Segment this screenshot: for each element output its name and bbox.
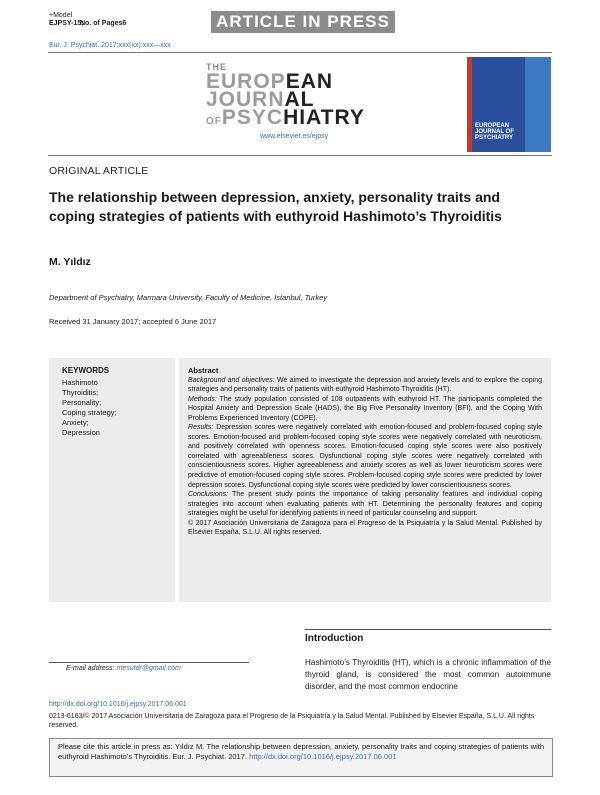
keyword-item: Thyroiditis;	[62, 388, 99, 397]
abstract-heading: Abstract	[188, 366, 219, 375]
abstract-text: The present study points the importance of taking personality features and individual coping strategies into account when evaluating patients with HT. Determining the personality features and coping strategies might be useful for identifying patients in need of particular counseling and support.	[188, 491, 542, 518]
abstract-text: We aimed to investigate the depression and anxiety levels and to explore the coping strategies and personality traits of patients with euthyroid Hashimoto Thyroiditis (HT).	[188, 376, 542, 394]
abstract-label: Background and objectives:	[188, 376, 275, 384]
abstract-label: Methods:	[188, 395, 217, 403]
article-in-press-banner: ARTICLE IN PRESS	[211, 11, 395, 33]
logo-text: AL	[284, 88, 315, 111]
keywords-list	[62, 378, 117, 438]
logo-line-3	[206, 108, 365, 132]
introduction-heading: Introduction	[305, 633, 364, 644]
keyword-item: Anxiety;	[62, 418, 89, 427]
email-footnote	[66, 665, 181, 672]
abstract-body	[188, 366, 542, 538]
footer-copyright: 0213-6163/© 2017 Asociación Universitaria de Zaragoza para el Progreso de la Psiquiatría y la Salud Mental. Published by Elsevier España, S.L.U. All rights reserved.	[49, 713, 535, 729]
model-tag: +Model	[49, 12, 73, 19]
abstract-background	[188, 376, 542, 395]
header-divider	[48, 52, 552, 53]
abstract-copyright: © 2017 Asociación Universitaria de Zaragoza para el Progreso de la Psiquiatría y la Salud Mental. Published by Elsevier España, S.L.U. All rights reserved.	[188, 519, 542, 537]
abstract-text: Depression scores were negatively correlated with emotion-focused and problem-focused coping style scores. Emotion-focused and problem-focused coping style scores were negatively correlated with neuroticism, and positively correlated with openness scores. Emotion-focused coping style scores were also positively correlated with agreeableness scores. Dysfunctional coping style scores were negatively correlated with conscientiousness scores. Higher agreeableness and anxiety scores as well as lower neuroticism scores were predictive of emotion-focused coping style scores. Problem-focused coping style scores were predicted by lower depression scores. Dysfunctional coping style scores were predicted by lower conscientiousness scores.	[188, 424, 542, 489]
keyword-item: Coping strategy;	[62, 408, 117, 417]
logo-text: EUROP	[206, 70, 286, 93]
citation-doi-link[interactable]: http://dx.doi.org/10.1016/j.ejpsy.2017.06.001	[249, 752, 397, 761]
logo-text: HIATRY	[283, 106, 365, 129]
citation-text: Please cite this article in press as: Yıldız M. The relationship between depression, anxiety, personality traits and coping strategies of patients with euthyroid Hashimoto’s Thyroiditis. Eur. J. Psychiat. 2017.	[58, 742, 544, 761]
cover-accent	[467, 57, 472, 152]
article-title: The relationship between depression, anxiety, personality traits and coping strategies of patients with euthyroid Hashimoto’s Thyroiditis	[49, 189, 502, 224]
keyword-item: Hashimoto	[62, 378, 98, 387]
abstract-text: The study population consisted of 108 outpatients with euthyroid HT. The participants completed the Hospital Anxiety and Depression Scale (HADS), the Big Five Personality Inventory (BFI), and the Coping With Problems Experienced Inventory (COPE).	[188, 395, 542, 422]
introduction-text: Hashimoto’s Thyroiditis (HT), which is a chronic inflammation of the thyroid gland, is considered the most common autoimmune disorder, and the most common endocrine	[305, 658, 551, 691]
abstract-conclusions	[188, 490, 542, 519]
received-dates: Received 31 January 2017; accepted 6 June 2017	[49, 317, 217, 326]
cover-title: EUROPEAN JOURNAL OF PSYCHIATRY	[475, 123, 514, 141]
keyword-item: Depression	[62, 428, 100, 437]
article-type: ORIGINAL ARTICLE	[49, 165, 149, 177]
keyword-item: Personality;	[62, 398, 102, 407]
email-label: E-mail address:	[66, 665, 115, 672]
cover-stripe	[525, 57, 551, 152]
journal-website-link[interactable]: www.elsevier.es/ejpsy	[260, 133, 329, 140]
logo-text: OF	[206, 116, 222, 127]
logo-text: EAN	[285, 70, 334, 93]
citation-notice	[58, 742, 544, 762]
author-name: M. Yıldız	[49, 256, 91, 268]
abstract-label: Results:	[188, 424, 214, 432]
logo-text: PSYC	[221, 106, 284, 129]
page-count: No. of Pages6	[80, 20, 127, 27]
logo-divider	[48, 155, 552, 156]
abstract-methods	[188, 395, 542, 424]
footnote-divider	[49, 662, 249, 663]
abstract-label: Conclusions:	[188, 491, 229, 499]
journal-cover-image	[467, 57, 551, 152]
journal-code: EJPSY-15;	[49, 20, 84, 27]
intro-divider	[305, 629, 551, 630]
doi-link[interactable]: http://dx.doi.org/10.1016/j.ejpsy.2017.06.001	[49, 701, 187, 708]
email-link[interactable]: mesutdr@gmail.com	[116, 665, 181, 672]
affiliation: Department of Psychiatry, Marmara University, Faculty of Medicine, Istanbul, Turkey	[49, 293, 328, 302]
keywords-heading: KEYWORDS	[62, 366, 110, 375]
logo-text: JOURN	[206, 88, 285, 111]
logo-the: THE	[206, 62, 227, 72]
journal-citation[interactable]: Eur. J. Psychiat. 2017;xxx(xx):xxx—xxx	[49, 42, 171, 49]
abstract-results	[188, 423, 542, 490]
